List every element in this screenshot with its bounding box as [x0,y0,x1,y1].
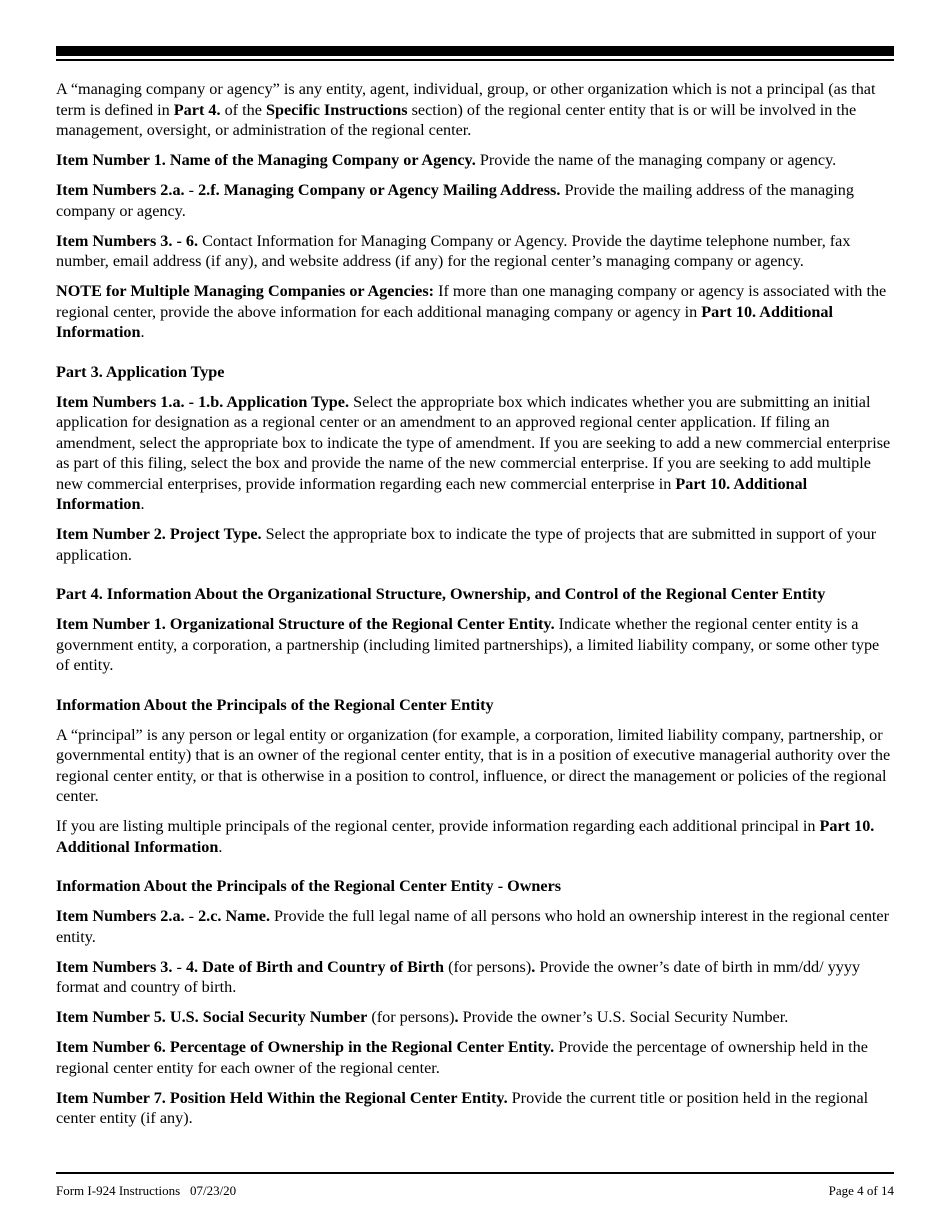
principal-definition: A “principal” is any person or legal entity or organization (for example, a corporation, limited liability company, partnership, or governmental entity) that is an owner of the regional center entity, that is in a position of executive managerial authority over the regional center entity, or that is otherwise in a position to control, influence, or direct the management or policies of the regional center. [56,725,891,805]
owner-item-dob: Item Numbers 3. - 4. Date of Birth and Country of Birth (for persons). Provide the owner’s date of birth in mm/dd/ yyyy format and country of birth. [56,957,861,996]
part-4-item-1: Item Number 1. Organizational Structure of the Regional Center Entity. Indicate whether the regional center entity is a government entity, a corporation, a partnership (including limited partnerships), a limited liability company, or some other type of entity. [56,615,880,674]
page-body [56,79,896,1138]
owner-item-name: Item Numbers 2.a. - 2.c. Name. Provide the full legal name of all persons who hold an ownership interest in the regional center entity. [56,907,889,946]
owners-heading: Information About the Principals of the Regional Center Entity - Owners [56,877,562,895]
owner-item-position: Item Number 7. Position Held Within the Regional Center Entity. Provide the current title or position held in the regional center entity (if any). [56,1088,869,1127]
principals-heading: Information About the Principals of the Regional Center Entity [56,695,494,714]
item-2-mailing-address: Item Numbers 2.a. - 2.f. Managing Company or Agency Mailing Address. Provide the mailing address of the managing company or agency. [56,181,854,220]
owner-item-percentage: Item Number 6. Percentage of Ownership in the Regional Center Entity. Provide the percentage of ownership held in the regional center entity for each owner of the regional center. [56,1038,868,1077]
part-3-item-1: Item Numbers 1.a. - 1.b. Application Type. Select the appropriate box which indicates whether you are submitting an initial application for designation as a regional center or an amendment to an approved regional center application. If filing an amendment, select the appropriate box to indicate the type of amendment. If you are seeking to add a new commercial enterprise as part of this filing, select the box and provide the name of the new commercial enterprise. If you are seeking to add multiple new commercial enterprises, provide information regarding each new commercial enterprise in Part 10. Additional Information. [56,392,891,513]
part-4-heading: Part 4. Information About the Organizational Structure, Ownership, and Control of the Regional Center Entity [56,585,826,603]
multiple-principals-note: If you are listing multiple principals of the regional center, provide information regarding each additional principal in Part 10. Additional Information. [56,817,875,856]
footer-form-id: Form I-924 Instructions 07/23/20 [56,1183,237,1198]
footer-rule [56,1172,894,1174]
managing-company-definition: A “managing company or agency” is any entity, agent, individual, group, or other organization which is not a principal (as that term is defined in Part 4. of the Specific Instructions section) of the regional center entity that is or will be involved in the management, oversight, or administration of the regional center. [56,80,876,139]
footer-page-number: Page 4 of 14 [828,1183,894,1198]
item-3-contact-info: Item Numbers 3. - 6. Contact Information for Managing Company or Agency. Provide the daytime telephone number, fax number, email address (if any), and website address (if any) for the regional center’s managing company or agency. [56,231,851,270]
note-multiple-managing: NOTE for Multiple Managing Companies or Agencies: If more than one managing company or agency is associated with the regional center, provide the above information for each additional managing company or agency in Part 10. Additional Information. [56,282,887,341]
item-1-name: Item Number 1. Name of the Managing Company or Agency. Provide the name of the managing company or agency. [56,151,837,169]
part-3-item-2: Item Number 2. Project Type. Select the appropriate box to indicate the type of projects that are submitted in support of your application. [56,525,877,564]
header-rule-thin [56,59,894,61]
part-3-heading: Part 3. Application Type [56,362,225,381]
header-rule-thick [56,46,894,56]
owner-item-ssn: Item Number 5. U.S. Social Security Number (for persons). Provide the owner’s U.S. Social Security Number. [56,1008,789,1026]
